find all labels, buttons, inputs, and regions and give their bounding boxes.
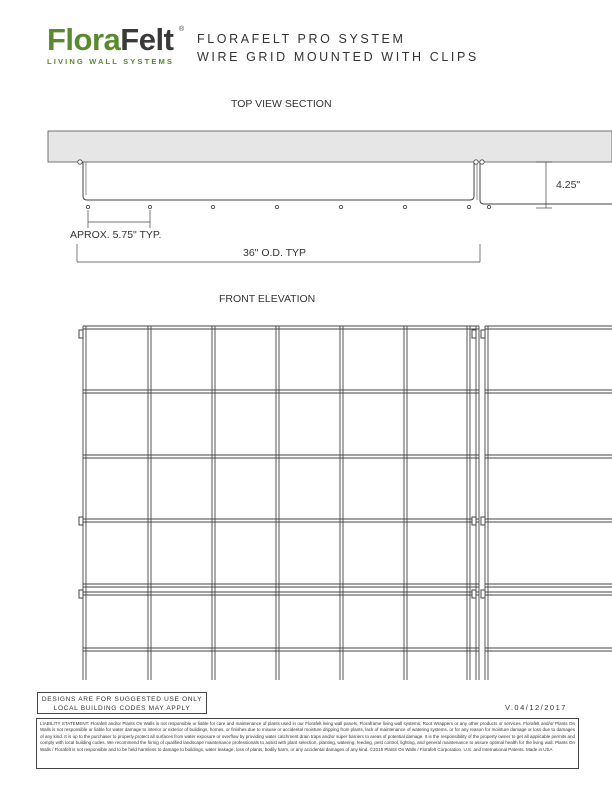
spacing-label: APROX. 5.75" TYP. <box>70 229 162 241</box>
depth-dimension <box>536 162 552 208</box>
width-label: 36" O.D. TYP <box>243 247 307 259</box>
elevation-clips <box>79 330 485 598</box>
clip-right-a <box>474 160 478 164</box>
wall-section <box>48 131 612 162</box>
logo-flora-text: Flora <box>47 22 121 57</box>
front-elevation-heading: FRONT ELEVATION <box>219 293 316 305</box>
logo-tagline: LIVING WALL SYSTEMS <box>47 57 175 66</box>
title-line-2: WIRE GRID MOUNTED WITH CLIPS <box>197 50 479 64</box>
version-label: V.04/12/2017 <box>505 703 567 712</box>
disclaimer-box <box>37 692 207 714</box>
clip-right-b <box>480 160 484 164</box>
grid-left-return <box>83 162 474 200</box>
horizontal-wires <box>83 326 612 651</box>
spacing-dimension <box>88 210 150 228</box>
wire-dots <box>86 205 490 208</box>
title-line-1: FLORAFELT PRO SYSTEM <box>197 32 406 46</box>
front-elevation-grid <box>79 326 612 680</box>
registered-mark: ® <box>179 26 185 33</box>
clip-left <box>78 160 82 164</box>
vertical-wires <box>83 326 488 680</box>
top-view-heading: TOP VIEW SECTION <box>231 98 332 110</box>
grid-top-view <box>83 162 612 204</box>
logo-felt-text: Felt <box>120 22 174 57</box>
disclaimer-line-1: DESIGNS ARE FOR SUGGESTED USE ONLY <box>41 696 203 703</box>
disclaimer-line-2: LOCAL BUILDING CODES MAY APPLY <box>53 705 191 712</box>
depth-label: 4.25" <box>556 179 581 191</box>
liability-statement: LIABILITY STATEMENT: Florafelt and/or Plants On Walls is not responsible or liable for care and maintenance of plants used in our Florafelt living wall panels, Floraframe living wall systems, Root Wrappers or any other products or services. Florafelt and/or Plants On Walls is not responsible or liable for water damage to interior or exterior of buildings, homes, or finishes due to misuse or accidental moisture dripping from plants, lack of maintenance of watering systems, or for any reason for moisture damage or loss due to damages of any kind. It is up to the purchaser to properly protect all surfaces from water exposure or overflow by providing water catchment drain traps and/or super barriers to areas of potential damage. It is the responsibility of the property owner to get all applicable permits and comply with local building codes. We recommend the hiring of qualified landscape maintenance professionals to assist with plant selection, planting, watering, feeding, pest control, lighting, and general maintenance to assure optimal health for the living wall. Plants On Walls / Florafelt is not responsible and to be held harmless to damage to buildings, water leakage, loss of plants, bodily harm, or any accidental damages of any kind. ©2015 Plants On Walls / Florafelt Corporation. U.S. and International Patents. Made in USA <box>36 718 579 769</box>
